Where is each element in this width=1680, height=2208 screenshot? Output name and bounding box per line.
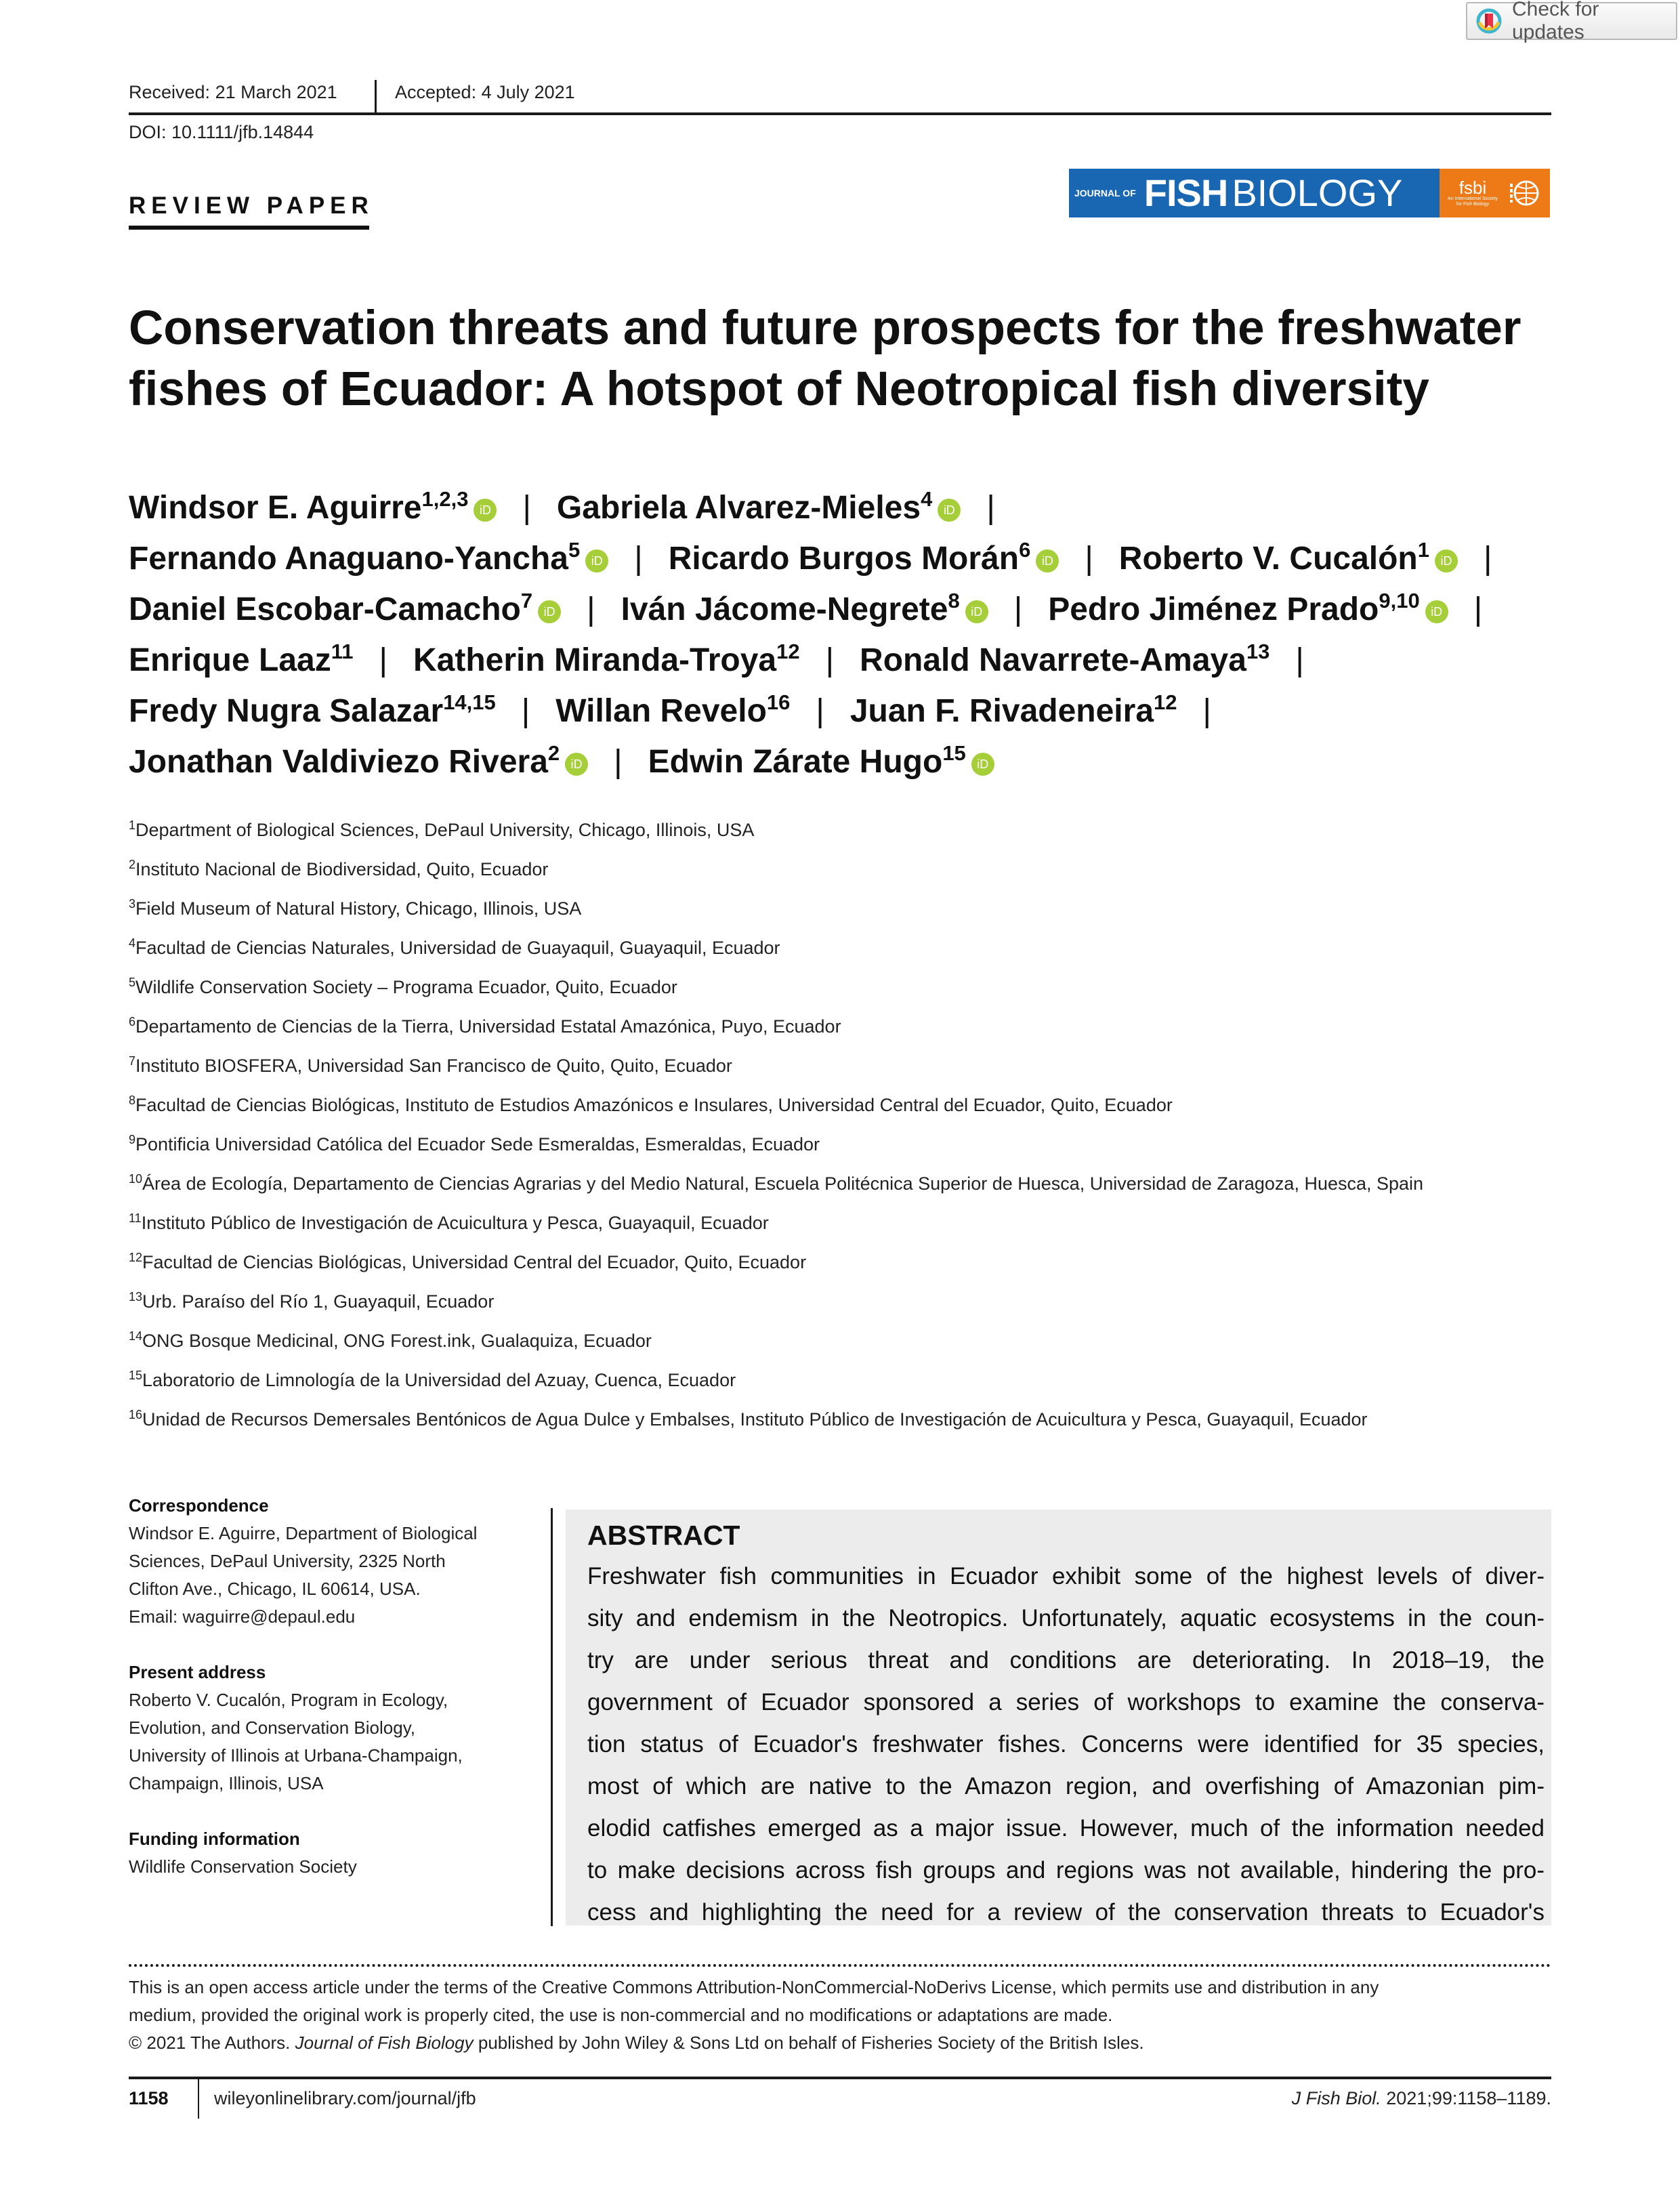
author-line: [129, 686, 1558, 736]
affiliation: $^5$Wildlife Conservation Society – Programa Ecuador, Quito, Ecuador: [129, 976, 677, 997]
correspondence-email[interactable]: Email: waguirre@depaul.edu: [129, 1606, 356, 1627]
funding-block: [129, 1825, 535, 1881]
affiliation: $^4$Facultad de Ciencias Naturales, Universidad de Guayaquil, Guayaquil, Ecuador: [129, 936, 780, 958]
society-name: An International Society for Fish Biology: [1448, 196, 1498, 207]
affiliation: $^{12}$Facultad de Ciencias Biológicas, Universidad Central del Ecuador, Quito, Ecuador: [129, 1251, 807, 1272]
correspondence-line: Sciences, DePaul University, 2325 North: [129, 1551, 446, 1571]
author-separator: |: [379, 642, 387, 678]
society-abbr: fsbi: [1458, 178, 1487, 199]
orcid-icon[interactable]: iD: [565, 753, 588, 776]
journal-logo: [1069, 169, 1550, 217]
author-separator: |: [1085, 541, 1093, 577]
author[interactable]: Ricardo Burgos Morán$^6$: [668, 538, 1031, 577]
copyright-line: © 2021 The Authors. Journal of Fish Biology published by John Wiley & Sons Ltd on behalf of Fisheries Society of the British Isles.: [129, 2033, 1144, 2053]
author-separator: |: [521, 693, 530, 729]
accepted-date: Accepted: 4 July 2021: [395, 82, 575, 102]
received-date: Received: 21 March 2021: [129, 82, 337, 102]
affiliation: $^1$Department of Biological Sciences, DePaul University, Chicago, Illinois, USA: [129, 818, 755, 840]
orcid-icon[interactable]: iD: [1036, 549, 1059, 572]
header-rule: [129, 112, 1551, 115]
author-separator: |: [614, 744, 623, 780]
affiliation: $^2$Instituto Nacional de Biodiversidad, Quito, Ecuador: [129, 858, 549, 879]
orcid-icon[interactable]: iD: [1435, 549, 1458, 572]
author-separator: |: [1473, 591, 1483, 627]
orcid-icon[interactable]: iD: [938, 499, 961, 522]
author[interactable]: Iván Jácome-Negrete$^8$: [621, 589, 960, 627]
journal-logo-fish: FISH: [1143, 171, 1228, 214]
author[interactable]: Gabriela Alvarez-Mieles$^4$: [556, 487, 933, 526]
journal-logo-blue: [1069, 169, 1440, 217]
author[interactable]: Juan F. Rivadeneira$^{12}$: [849, 690, 1177, 729]
author-line: [129, 482, 1558, 533]
globe-icon: [1506, 174, 1544, 212]
author-separator: |: [522, 490, 531, 526]
author[interactable]: Daniel Escobar-Camacho$^7$: [129, 589, 533, 627]
author-separator: |: [1202, 693, 1211, 729]
author[interactable]: Edwin Zárate Hugo$^{15}$: [648, 741, 966, 780]
abstract-text: [587, 1556, 1545, 1934]
paper-title: Conservation threats and future prospects for the freshwater fishes of Ecuador: A hotspot of Neotropical fish diversity: [129, 301, 1521, 416]
article-info: [129, 1492, 535, 1909]
affiliation: $^{14}$ONG Bosque Medicinal, ONG Forest.ink, Gualaquiza, Ecuador: [129, 1329, 652, 1351]
article-type-underline: [129, 226, 369, 230]
orcid-icon[interactable]: iD: [474, 499, 497, 522]
check-for-updates-label: Check for updates: [1512, 0, 1599, 43]
abstract-line: tion status of Ecuador's freshwater fishes. Concerns were identified for 35 species,: [587, 1731, 1545, 1757]
doi[interactable]: DOI: 10.1111/jfb.14844: [129, 122, 314, 142]
present-address-line: University of Illinois at Urbana-Champaign,: [129, 1745, 463, 1766]
abstract-line: sity and endemism in the Neotropics. Unfortunately, aquatic ecosystems in the coun-: [587, 1605, 1545, 1631]
abstract-line: most of which are native to the Amazon region, and overfishing of Amazonian pim-: [587, 1773, 1545, 1799]
affiliation: $^3$Field Museum of Natural History, Chicago, Illinois, USA: [129, 897, 582, 919]
author[interactable]: Ronald Navarrete-Amaya$^{13}$: [860, 640, 1270, 678]
author-separator: |: [816, 693, 824, 729]
correspondence-line: Windsor E. Aguirre, Department of Biological: [129, 1523, 478, 1543]
citation: J Fish Biol. 2021;99:1158–1189.: [1291, 2088, 1551, 2108]
affiliation: $^6$Departamento de Ciencias de la Tierra, Universidad Estatal Amazónica, Puyo, Ecuador: [129, 1015, 841, 1037]
society-logo: [1440, 169, 1550, 217]
author-separator: |: [825, 642, 835, 678]
footer-rule: [129, 2077, 1551, 2079]
author[interactable]: Enrique Laaz$^{11}$: [129, 640, 354, 678]
abstract-line: to make decisions across fish groups and regions was not available, hindering the pro-: [587, 1857, 1545, 1883]
affiliation: $^8$Facultad de Ciencias Biológicas, Instituto de Estudios Amazónicos e Insulares, Universidad Central del Ecuador, Quito, Ecuador: [129, 1093, 1173, 1115]
correspondence-heading: Correspondence: [129, 1495, 269, 1516]
affiliation: $^9$Pontificia Universidad Católica del Ecuador Sede Esmeraldas, Esmeraldas, Ecuador: [129, 1133, 820, 1154]
article-type: REVIEW PAPER: [129, 192, 374, 219]
check-for-updates-button[interactable]: [1466, 0, 1677, 43]
author-separator: |: [634, 541, 643, 577]
present-address-block: [129, 1659, 535, 1797]
author-separator: |: [986, 490, 995, 526]
affiliation: $^{11}$Instituto Público de Investigación de Acuicultura y Pesca, Guayaquil, Ecuador: [129, 1211, 769, 1233]
abstract-line: elodid catfishes emerged as a major issue. However, much of the information needed: [587, 1815, 1545, 1841]
meta-divider: [375, 80, 377, 114]
author[interactable]: Fernando Anaguano-Yancha$^5$: [129, 538, 581, 577]
footer-divider: [198, 2079, 199, 2119]
abstract-box: [566, 1509, 1551, 1925]
correspondence-line: Clifton Ave., Chicago, IL 60614, USA.: [129, 1579, 421, 1599]
funding-line: Wildlife Conservation Society: [129, 1856, 357, 1877]
author-line: [129, 635, 1558, 686]
author-line: [129, 736, 1558, 787]
author-line: [129, 584, 1558, 635]
affiliation: $^{16}$Unidad de Recursos Demersales Bentónicos de Agua Dulce y Embalses, Instituto Público de Investigación de Acuicultura y Pesca, Guayaquil, Ecuador: [129, 1408, 1368, 1430]
correspondence-block: [129, 1492, 535, 1631]
orcid-icon[interactable]: iD: [538, 600, 561, 623]
author[interactable]: Willan Revelo$^{16}$: [555, 690, 791, 729]
orcid-icon[interactable]: iD: [971, 753, 994, 776]
author-separator: |: [1295, 642, 1304, 678]
present-address-line: Evolution, and Conservation Biology,: [129, 1717, 415, 1738]
orcid-icon[interactable]: iD: [1425, 600, 1448, 623]
author[interactable]: Fredy Nugra Salazar$^{14,15}$: [129, 690, 496, 729]
journal-url[interactable]: wileyonlinelibrary.com/journal/jfb: [214, 2088, 476, 2108]
abstract-line: government of Ecuador sponsored a series of workshops to examine the conserva-: [587, 1689, 1545, 1715]
affiliation: $^{15}$Laboratorio de Limnología de la Universidad del Azuay, Cuenca, Ecuador: [129, 1369, 736, 1390]
orcid-icon[interactable]: iD: [585, 549, 608, 572]
column-divider: [551, 1508, 553, 1926]
affiliation: $^7$Instituto BIOSFERA, Universidad San Francisco de Quito, Quito, Ecuador: [129, 1054, 732, 1076]
license-line: This is an open access article under the terms of the Creative Commons Attribution-NonCommercial-NoDerivs License, which permits use and distribution in any: [129, 1977, 1379, 1997]
affiliation: $^{10}$Área de Ecología, Departamento de Ciencias Agrarias y del Medio Natural, Escuela Politécnica Superior de Huesca, Universidad de Zaragoza, Huesca, Spain: [129, 1172, 1424, 1194]
page-number: 1158: [129, 2088, 169, 2108]
funding-heading: Funding information: [129, 1829, 300, 1849]
license-notice: [129, 1974, 1558, 2057]
present-address-line: Champaign, Illinois, USA: [129, 1773, 324, 1793]
author[interactable]: Jonathan Valdiviezo Rivera$^2$: [129, 741, 560, 780]
journal-name: Journal of Fish Biology: [295, 2033, 474, 2053]
present-address-line: Roberto V. Cucalón, Program in Ecology,: [129, 1690, 448, 1710]
author-list: [129, 482, 1558, 787]
abstract-line: try are under serious threat and conditions are deteriorating. In 2018–19, the: [587, 1647, 1545, 1673]
author[interactable]: Katherin Miranda-Troya$^{12}$: [413, 640, 800, 678]
abstract-heading: ABSTRACT: [587, 1520, 740, 1551]
author[interactable]: Windsor E. Aguirre$^{1,2,3}$: [129, 487, 469, 526]
abstract-line: Freshwater fish communities in Ecuador exhibit some of the highest levels of diver-: [587, 1563, 1545, 1589]
affiliation-list: [129, 810, 1558, 1439]
author-separator: |: [1013, 591, 1023, 627]
journal-logo-prefix: JOURNAL OF: [1074, 188, 1136, 199]
author-line: [129, 533, 1558, 584]
journal-logo-biology: BIOLOGY: [1232, 171, 1403, 214]
orcid-icon[interactable]: iD: [965, 600, 988, 623]
author-separator: |: [587, 591, 595, 627]
affiliation: $^{13}$Urb. Paraíso del Río 1, Guayaquil, Ecuador: [129, 1290, 495, 1312]
author[interactable]: Pedro Jiménez Prado$^{9,10}$: [1048, 589, 1420, 627]
license-divider: [129, 1964, 1551, 1967]
crossmark-icon: [1475, 7, 1503, 35]
present-address-heading: Present address: [129, 1662, 266, 1682]
author[interactable]: Roberto V. Cucalón$^1$: [1118, 538, 1429, 577]
abstract-line: cess and highlighting the need for a review of the conservation threats to Ecuador's: [587, 1899, 1545, 1925]
author-separator: |: [1484, 541, 1492, 577]
license-line: medium, provided the original work is properly cited, the use is non-commercial and no modifications or adaptations are made.: [129, 2005, 1113, 2025]
